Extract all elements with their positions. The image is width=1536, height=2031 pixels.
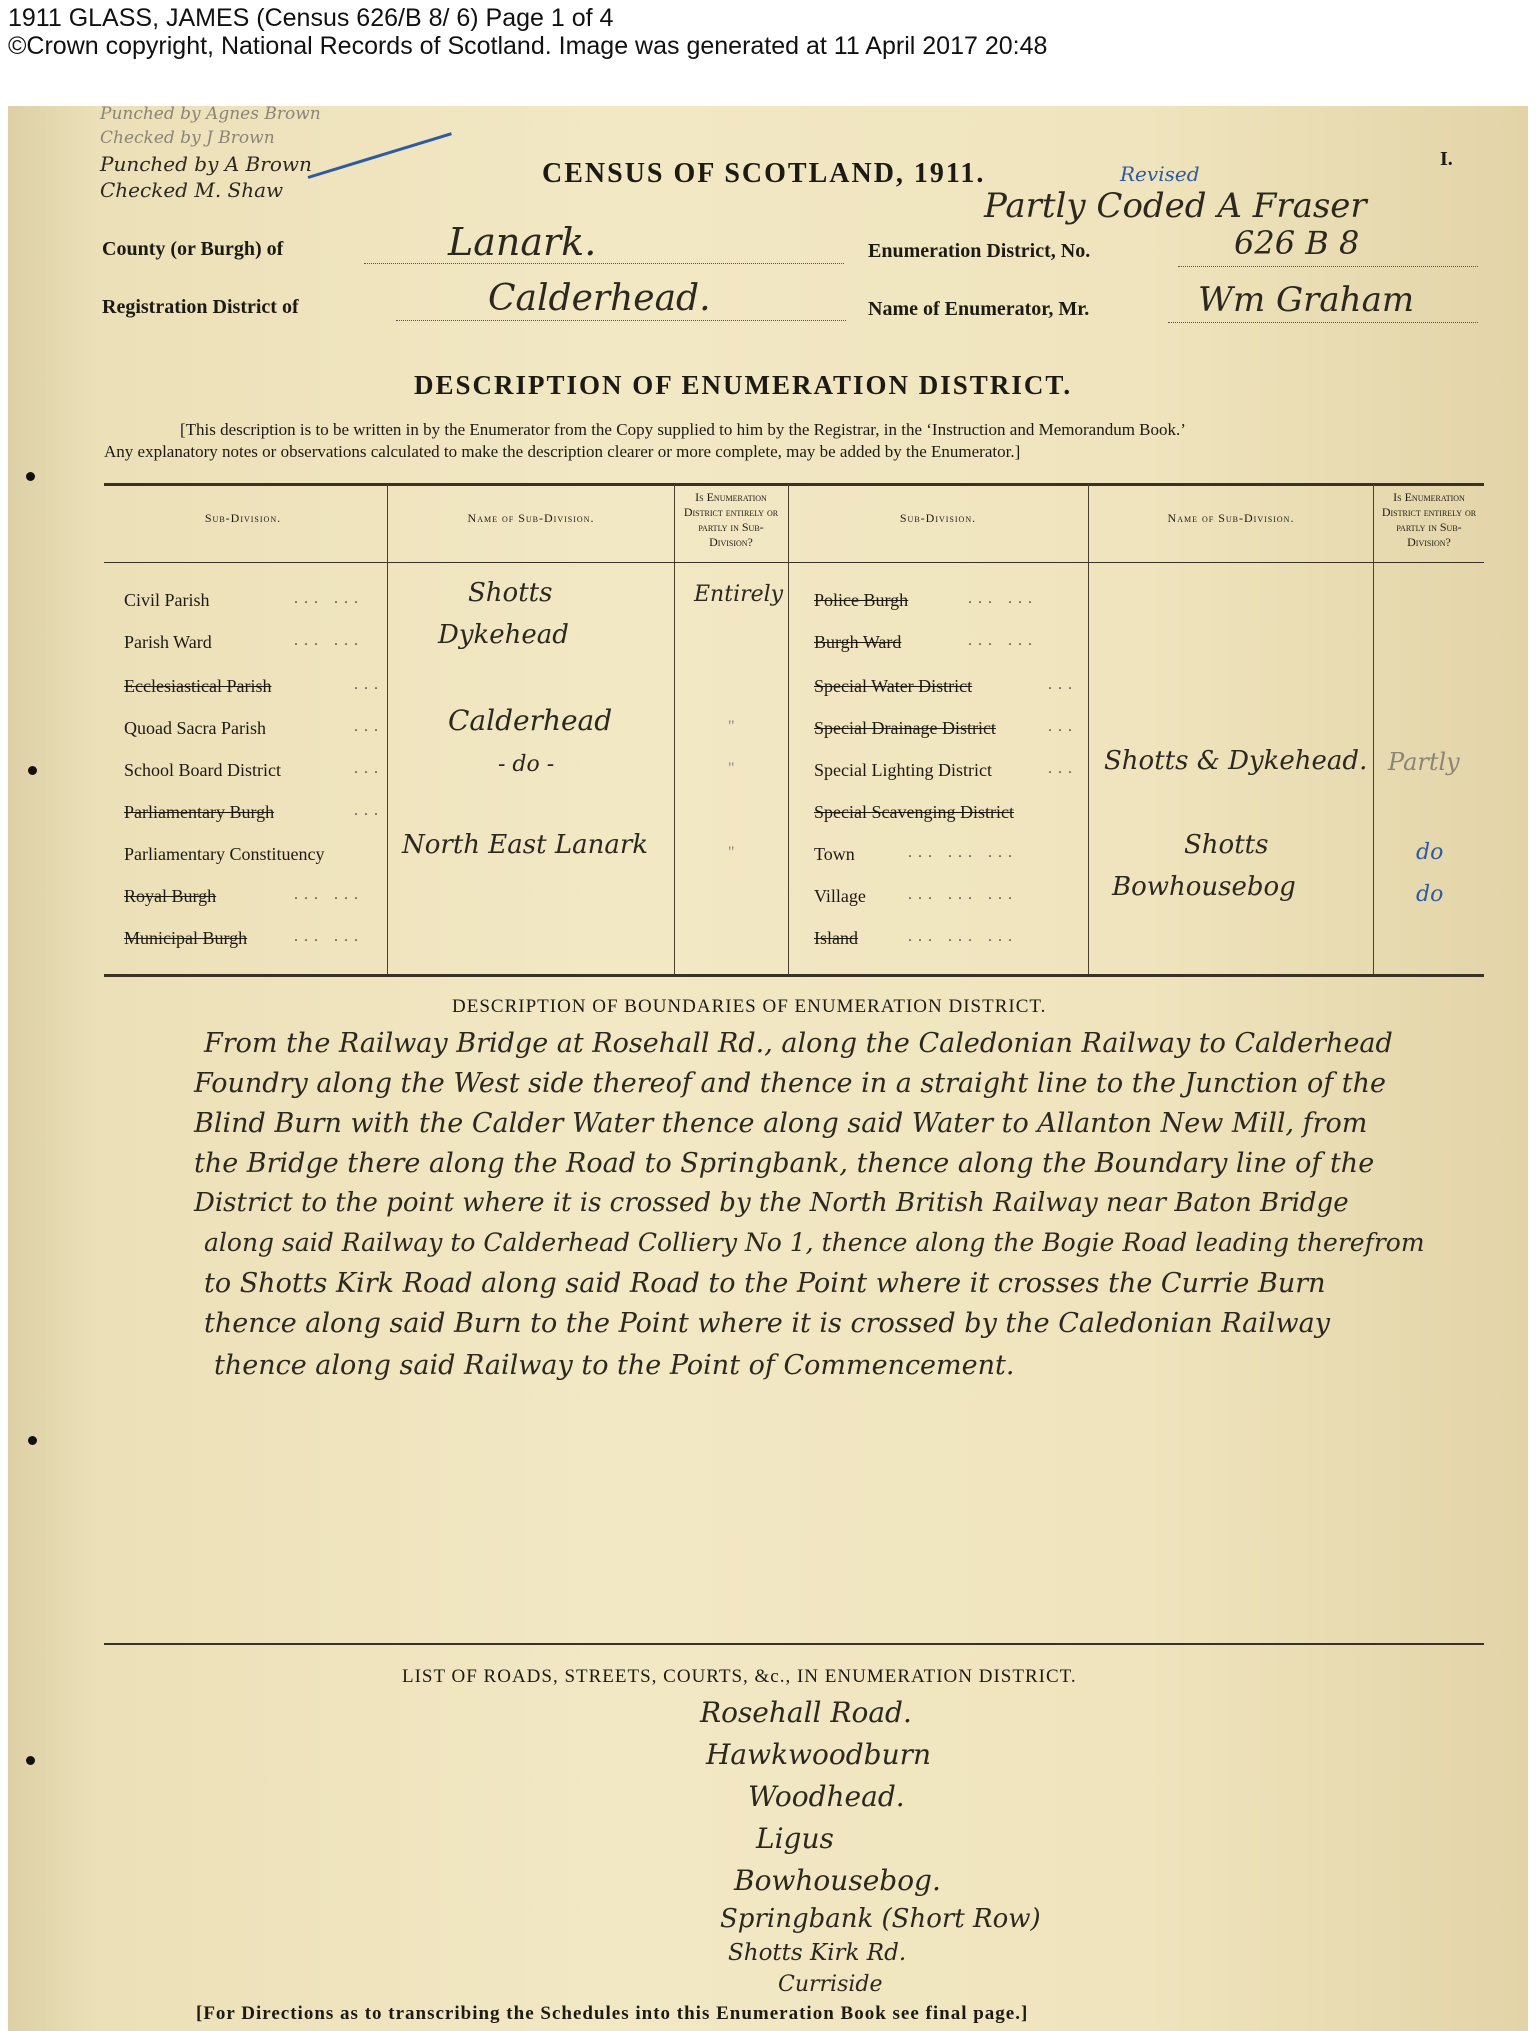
row-label-special-water: Special Water District xyxy=(814,676,973,696)
row-value-town: Shotts xyxy=(1184,830,1269,860)
partly-coded-mark: Partly Coded A Fraser xyxy=(984,186,1367,226)
description-note-2: Any explanatory notes or observations calculated to make the description clearer or more complete, may be added by the Enumerator.] xyxy=(104,442,1021,461)
row-label-municipal-burgh: Municipal Burgh xyxy=(124,928,248,948)
boundaries-title: DESCRIPTION OF BOUNDARIES OF ENUMERATION DISTRICT. xyxy=(452,996,1047,1017)
row-label-special-drainage: Special Drainage District xyxy=(814,718,996,738)
blue-pen-stroke xyxy=(308,132,452,179)
census-form-page: Punched by Agnes Brown Checked by J Brown Punched by A Brown Checked M. Shaw CENSUS OF SCOTLAND, 1911. I. Revised Partly Coded A Fraser County (or Burgh) of Lanark. Enumeration District, No. 626 B 8 Registration District of Calderhead. Name of Enumerator, Mr. Wm Graham DESCRIPTION OF ENUMERATION DISTRICT. [This description is to be written in by the Enumerator from the Copy supplied to him by the Registrar, in the ‘Instruction and Memorandum Book.’ Any explanatory notes or observations calculated to make the description clearer or more complete, may be added by the Enumerator.] Sub-Division. Name of Sub-Division. Is Enumeration District entirely or partly in Sub-Division? Sub-Division. Name of Sub-Division. Is Enumeration District entirely or partly in Sub-Division? Civil Parish ... ... Shotts Entirely Parish Ward ... ... Dykehead Ecclesiastical Parish ... Quoad Sacra Parish ... Calderhead " School Board District ... - do - " Parliamentary Burgh ... Parliamentary Constituency North East Lanark " Royal Burgh ... ... Municipal Burgh ... ... Police Burgh ... ... Burgh Ward ... ... Special Water District ... Special Drainage District ... Special Lighting District ... Shotts & Dykehead. Partly Special Scavenging District Town ... ... ... Shotts do Village ... ... ... Bowhousebog do Island ... ... ... DESCRIPTION OF BOUNDARIES OF ENUMERATION DISTRICT. From the Railway Bridge at Rosehall Rd., along the Caledonian Railway to Calderhead Foundry along the West side thereof and thence in a straight line to the Junction of the Blind Burn with the Calder Water thence along said Water to Allanton New Mill, from the Bridge there along the Road to Springbank, thence along the Boundary line of the District to the point where it is crossed by the North British Railway near Baton Bridge along said Railway to Calderhead Colliery No 1, thence along the Bogie Road leading therefrom to Shotts Kirk Road along said Road to the Point where it crosses the Currie Burn thence along said Burn to the Point where it is crossed by the Caledonian Railway thence along said Railway to the Point of Commencement. LIST OF ROADS, STREETS, COURTS, &c., IN ENUMERATION DISTRICT. Rosehall Road. Hawkwoodburn Woodhead. Ligus Bowhousebog. Springbank (Short Row) Shotts Kirk Rd. Curriside [For Directions as to transcribing the Schedules into this Enumeration Book see final page.] xyxy=(8,106,1528,2031)
binder-hole-mark xyxy=(28,1436,37,1445)
header-title: 1911 GLASS, JAMES (Census 626/B 8/ 6) Page 1 of 4 xyxy=(8,4,614,32)
row-label-special-scavenging: Special Scavenging District xyxy=(814,802,1014,822)
row-label-ecclesiastical-parish: Ecclesiastical Parish xyxy=(124,676,272,696)
road-item: Shotts Kirk Rd. xyxy=(728,1940,907,1966)
checked-mark-2: Checked M. Shaw xyxy=(100,178,284,202)
road-item: Woodhead. xyxy=(748,1780,905,1813)
description-note-1: [This description is to be written in by the Enumerator from the Copy supplied to him by the Registrar, in the ‘Instruction and Memorandum Book.’ xyxy=(180,420,1186,439)
row-label-village: Village xyxy=(814,886,866,906)
row-value-special-lighting: Shotts & Dykehead. xyxy=(1104,746,1368,776)
boundary-line: Foundry along the West side thereof and thence in a straight line to the Junction of the xyxy=(194,1068,1387,1099)
row-label-police-burgh: Police Burgh xyxy=(814,590,909,610)
row-label-royal-burgh: Royal Burgh xyxy=(124,886,217,906)
enumerator-value: Wm Graham xyxy=(1198,280,1415,320)
description-title: DESCRIPTION OF ENUMERATION DISTRICT. xyxy=(414,370,1073,400)
registration-value: Calderhead. xyxy=(488,278,711,319)
row-label-special-lighting: Special Lighting District xyxy=(814,760,992,780)
row-entire-special-lighting: Partly xyxy=(1388,748,1460,776)
road-item: Springbank (Short Row) xyxy=(720,1904,1041,1934)
col-subdivision: Sub-Division. xyxy=(204,511,282,525)
row-label-school-board: School Board District xyxy=(124,760,281,780)
col-entire: Is Enumeration District entirely or partly in Sub-Division? xyxy=(683,490,779,549)
row-label-island: Island xyxy=(814,928,858,948)
footer-note: [For Directions as to transcribing the Schedules into this Enumeration Book see final page.] xyxy=(196,2003,1029,2024)
ed-value: 626 B 8 xyxy=(1234,224,1360,262)
binder-hole-mark xyxy=(26,1756,35,1765)
road-item: Hawkwoodburn xyxy=(706,1738,932,1771)
row-entire-school-board: " xyxy=(728,760,735,777)
road-item: Bowhousebog. xyxy=(734,1864,941,1897)
enumerator-label: Name of Enumerator, Mr. xyxy=(868,298,1090,320)
boundary-line: thence along said Railway to the Point of Commencement. xyxy=(214,1350,1015,1381)
road-item: Rosehall Road. xyxy=(700,1696,912,1729)
binder-hole-mark xyxy=(26,472,35,481)
row-value-civil-parish: Shotts xyxy=(468,578,553,608)
col-name-2: Name of Sub-Division. xyxy=(1167,511,1295,525)
row-label-parliamentary-burgh: Parliamentary Burgh xyxy=(124,802,275,822)
boundary-line: the Bridge there along the Road to Springbank, thence along the Boundary line of the xyxy=(194,1148,1375,1179)
county-value: Lanark. xyxy=(448,220,597,264)
row-value-village: Bowhousebog xyxy=(1112,872,1296,902)
punched-mark: Punched by Agnes Brown xyxy=(100,106,321,124)
col-entire-2: Is Enumeration District entirely or partly in Sub-Division? xyxy=(1381,490,1477,549)
road-item: Ligus xyxy=(756,1822,834,1855)
binder-hole-mark xyxy=(28,766,37,775)
form-number: I. xyxy=(1440,148,1453,170)
punched-mark-2: Punched by A Brown xyxy=(100,152,312,176)
row-entire-town: do xyxy=(1416,840,1444,865)
row-value-parliamentary-constituency: North East Lanark xyxy=(402,830,649,860)
revised-mark: Revised xyxy=(1120,162,1200,186)
registration-label: Registration District of xyxy=(102,296,299,318)
form-title: CENSUS OF SCOTLAND, 1911. xyxy=(542,158,986,189)
row-label-parish-ward: Parish Ward xyxy=(124,632,212,652)
checked-mark: Checked by J Brown xyxy=(100,128,275,148)
boundary-line: to Shotts Kirk Road along said Road to the Point where it crosses the Currie Burn xyxy=(204,1268,1326,1299)
col-subdivision-2: Sub-Division. xyxy=(899,511,977,525)
col-name: Name of Sub-Division. xyxy=(467,511,595,525)
header-copyright: ©Crown copyright, National Records of Scotland. Image was generated at 11 April 2017 20:48 xyxy=(8,32,1048,60)
county-label: County (or Burgh) of xyxy=(102,238,284,260)
ed-label: Enumeration District, No. xyxy=(868,240,1091,262)
row-label-civil-parish: Civil Parish xyxy=(124,590,210,610)
roads-title: LIST OF ROADS, STREETS, COURTS, &c., IN ENUMERATION DISTRICT. xyxy=(402,1666,1077,1687)
row-label-burgh-ward: Burgh Ward xyxy=(814,632,902,652)
row-entire-village: do xyxy=(1416,882,1444,907)
boundary-line: thence along said Burn to the Point where it is crossed by the Caledonian Railway xyxy=(204,1308,1330,1339)
row-value-quoad-sacra: Calderhead xyxy=(448,704,613,737)
row-entire-quoad-sacra: " xyxy=(728,718,735,735)
boundary-line: From the Railway Bridge at Rosehall Rd., along the Caledonian Railway to Calderhead xyxy=(204,1028,1393,1059)
boundary-line: Blind Burn with the Calder Water thence along said Water to Allanton New Mill, from xyxy=(194,1108,1368,1139)
row-entire-parliamentary-constituency: " xyxy=(728,844,735,861)
row-label-town: Town xyxy=(814,844,855,864)
boundary-line: along said Railway to Calderhead Colliery No 1, thence along the Bogie Road leading therefrom xyxy=(204,1228,1425,1257)
boundary-line: District to the point where it is crossed by the North British Railway near Baton Bridge xyxy=(194,1188,1349,1218)
row-value-school-board: - do - xyxy=(498,752,555,777)
row-label-parliamentary-constituency: Parliamentary Constituency xyxy=(124,844,325,864)
row-label-quoad-sacra: Quoad Sacra Parish xyxy=(124,718,266,738)
road-item: Curriside xyxy=(778,1972,883,1997)
row-value-parish-ward: Dykehead xyxy=(438,620,569,650)
row-entire-civil-parish: Entirely xyxy=(694,582,784,607)
